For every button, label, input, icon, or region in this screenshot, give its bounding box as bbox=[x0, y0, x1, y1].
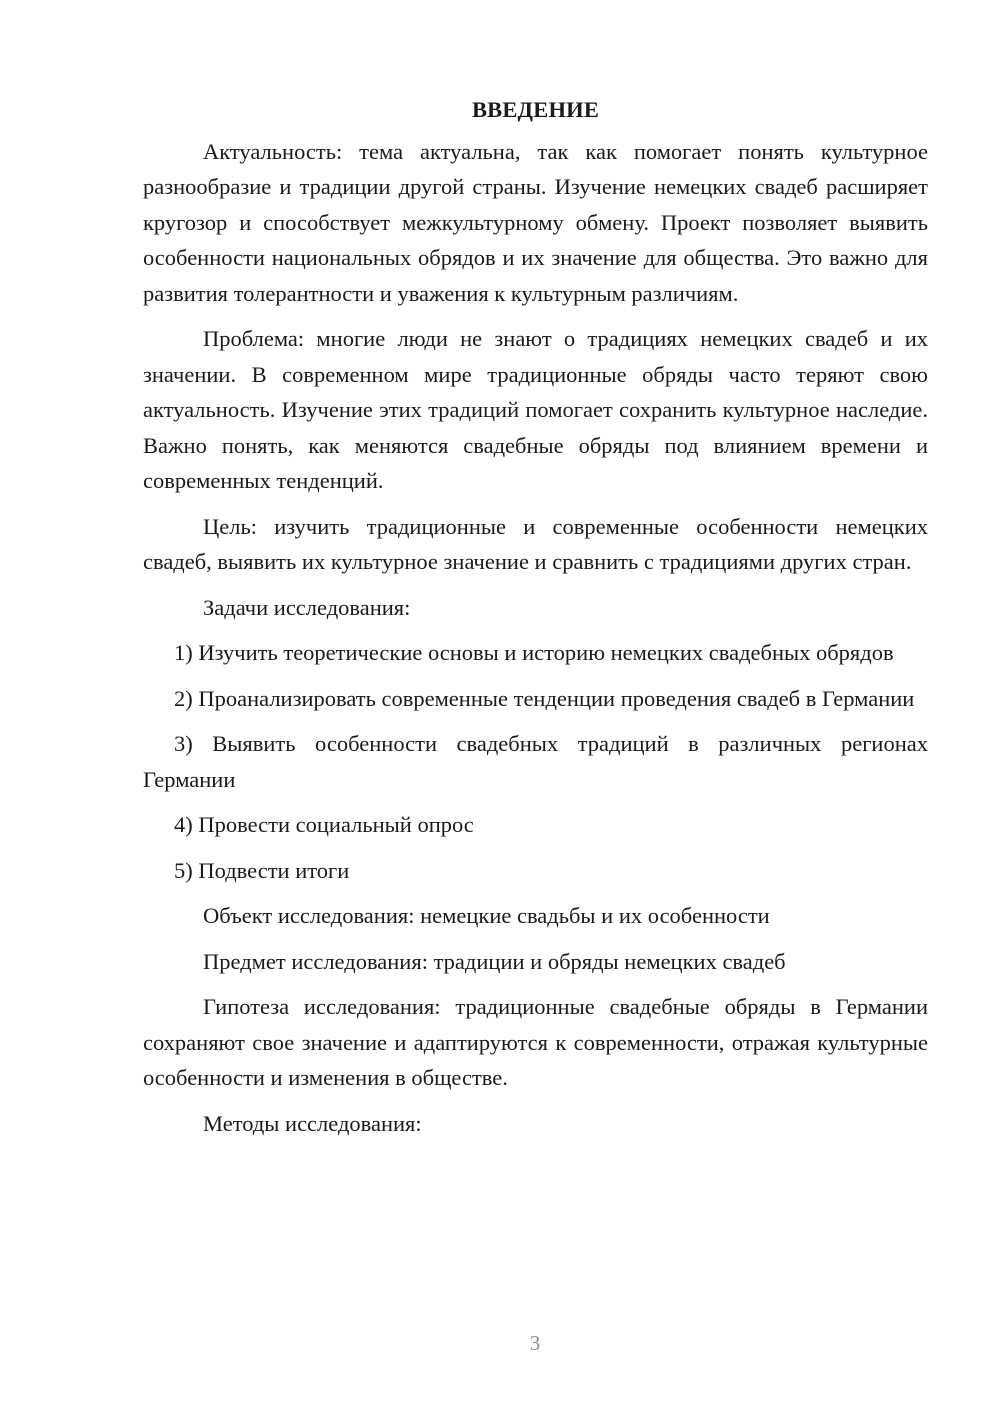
tasks-heading: Задачи исследования: bbox=[203, 594, 411, 620]
goal-paragraph: Цель: изучить традиционные и современные особенности немецких свадеб, выявить их культурное значение и сравнить с традициями других стран. bbox=[143, 513, 928, 574]
task-item-1: 1) Изучить теоретические основы и историю немецких свадебных обрядов bbox=[174, 640, 894, 665]
relevance-paragraph: Актуальность: тема актуальна, так как помогает понять культурное разнообразие и традиции другой страны. Изучение немецких свадеб расширяет кругозор и способствует межкультурному обмену. Проект позволяет выявить особенности национальных обрядов и их значение для общества. Это важно для развития толерантности и уважения к культурным различиям. bbox=[143, 138, 928, 306]
problem-paragraph: Проблема: многие люди не знают о традициях немецких свадеб и их значении. В современном мире традиционные обряды часто теряют свою актуальность. Изучение этих традиций помогает сохранить культурное наследие. Важно понять, как меняются свадебные обряды под влиянием времени и современных тенденций. bbox=[143, 326, 928, 493]
hypothesis-paragraph: Гипотеза исследования: традиционные свадебные обряды в Германии сохраняют свое значение и адаптируются к современности, отражая культурные особенности и изменения в обществе. bbox=[143, 994, 928, 1090]
task-item-2: 2) Проанализировать современные тенденции проведения свадеб в Германии bbox=[174, 685, 915, 711]
task-item-5: 5) Подвести итоги bbox=[174, 857, 350, 883]
section-title: ВВЕДЕНИЕ bbox=[471, 97, 600, 122]
page-number: 3 bbox=[529, 1331, 541, 1355]
subject-paragraph: Предмет исследования: традиции и обряды немецких свадеб bbox=[203, 948, 786, 974]
task-item-4: 4) Провести социальный опрос bbox=[174, 812, 474, 837]
object-paragraph: Объект исследования: немецкие свадьбы и их особенности bbox=[203, 903, 770, 928]
task-item-3: 3) Выявить особенности свадебных традиций в различных регионах Германии bbox=[143, 731, 928, 792]
document-page bbox=[143, 92, 928, 1151]
methods-heading: Методы исследования: bbox=[203, 1110, 422, 1136]
